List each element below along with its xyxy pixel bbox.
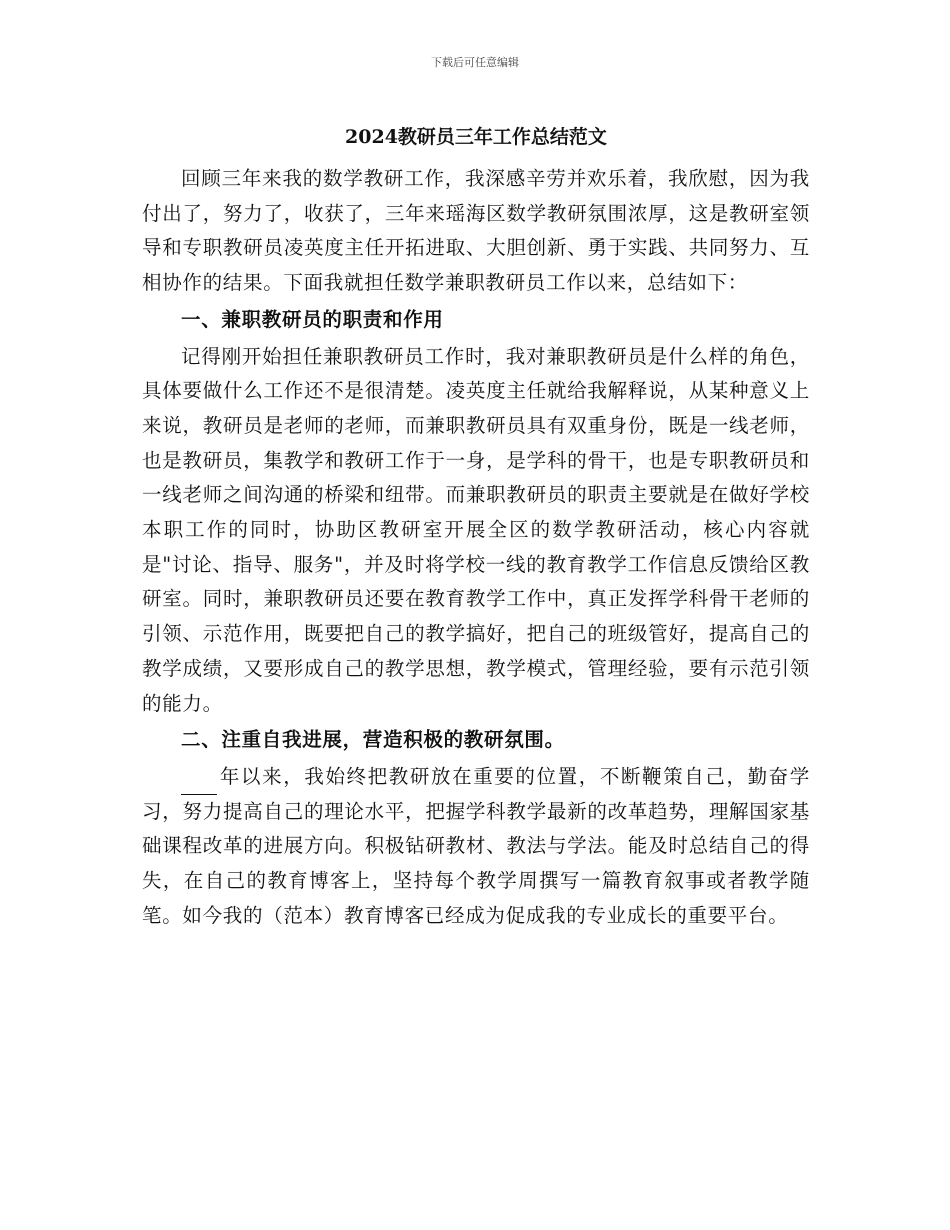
paragraph-section-2 bbox=[142, 760, 810, 934]
page-header-note: 下载后可任意编辑 bbox=[431, 56, 519, 69]
section-heading-1: 一、兼职教研员的职责和作用 bbox=[181, 307, 444, 331]
paragraph-section-2-text: 年以来，我始终把教研放在重要的位置，不断鞭策自己，勤奋学习，努力提高自己的理论水平，把握学科教学最新的改革趋势，理解国家基础课程改革的进展方向。积极钻研教材、教法与学法。能及时总结自己的得失，在自己的教育博客上，坚持每个教学周撰写一篇教育叙事或者教学随笔。如今我的（范本）教育博客已经成为促成我的专业成长的重要平台。 bbox=[142, 764, 810, 927]
fill-in-blank bbox=[181, 772, 217, 794]
paragraph-intro: 回顾三年来我的数学教研工作，我深感辛劳并欢乐着，我欣慰，因为我付出了，努力了，收获了，三年来瑶海区数学教研氛围浓厚，这是教研室领导和专职教研员凌英度主任开拓进取、大胆创新、勇于实践、共同努力、互相协作的结果。下面我就担任数学兼职教研员工作以来，总结如下： bbox=[142, 167, 810, 295]
paragraph-section-1: 记得刚开始担任兼职教研员工作时，我对兼职教研员是什么样的角色，具体要做什么工作还不是很清楚。凌英度主任就给我解释说，从某种意义上来说，教研员是老师的老师，而兼职教研员具有双重身份，既是一线老师，也是教研员，集教学和教研工作于一身，是学科的骨干，也是专职教研员和一线老师之间沟通的桥梁和纽带。而兼职教研员的职责主要就是在做好学校本职工作的同时，协助区教研室开展全区的数学教研活动，核心内容就是"讨论、指导、服务"，并及时将学校一线的教育教学工作信息反馈给区教研室。同时，兼职教研员还要在教育教学工作中，真正发挥学科骨干老师的引领、示范作用，既要把自己的教学搞好，把自己的班级管好，提高自己的教学成绩，又要形成自己的教学思想，教学模式，管理经验，要有示范引领的能力。 bbox=[142, 344, 810, 715]
document-title: 2024教研员三年工作总结范文 bbox=[345, 126, 607, 148]
section-heading-2: 二、注重自我进展，营造积极的教研氛围。 bbox=[181, 728, 565, 752]
document-body bbox=[142, 120, 810, 933]
